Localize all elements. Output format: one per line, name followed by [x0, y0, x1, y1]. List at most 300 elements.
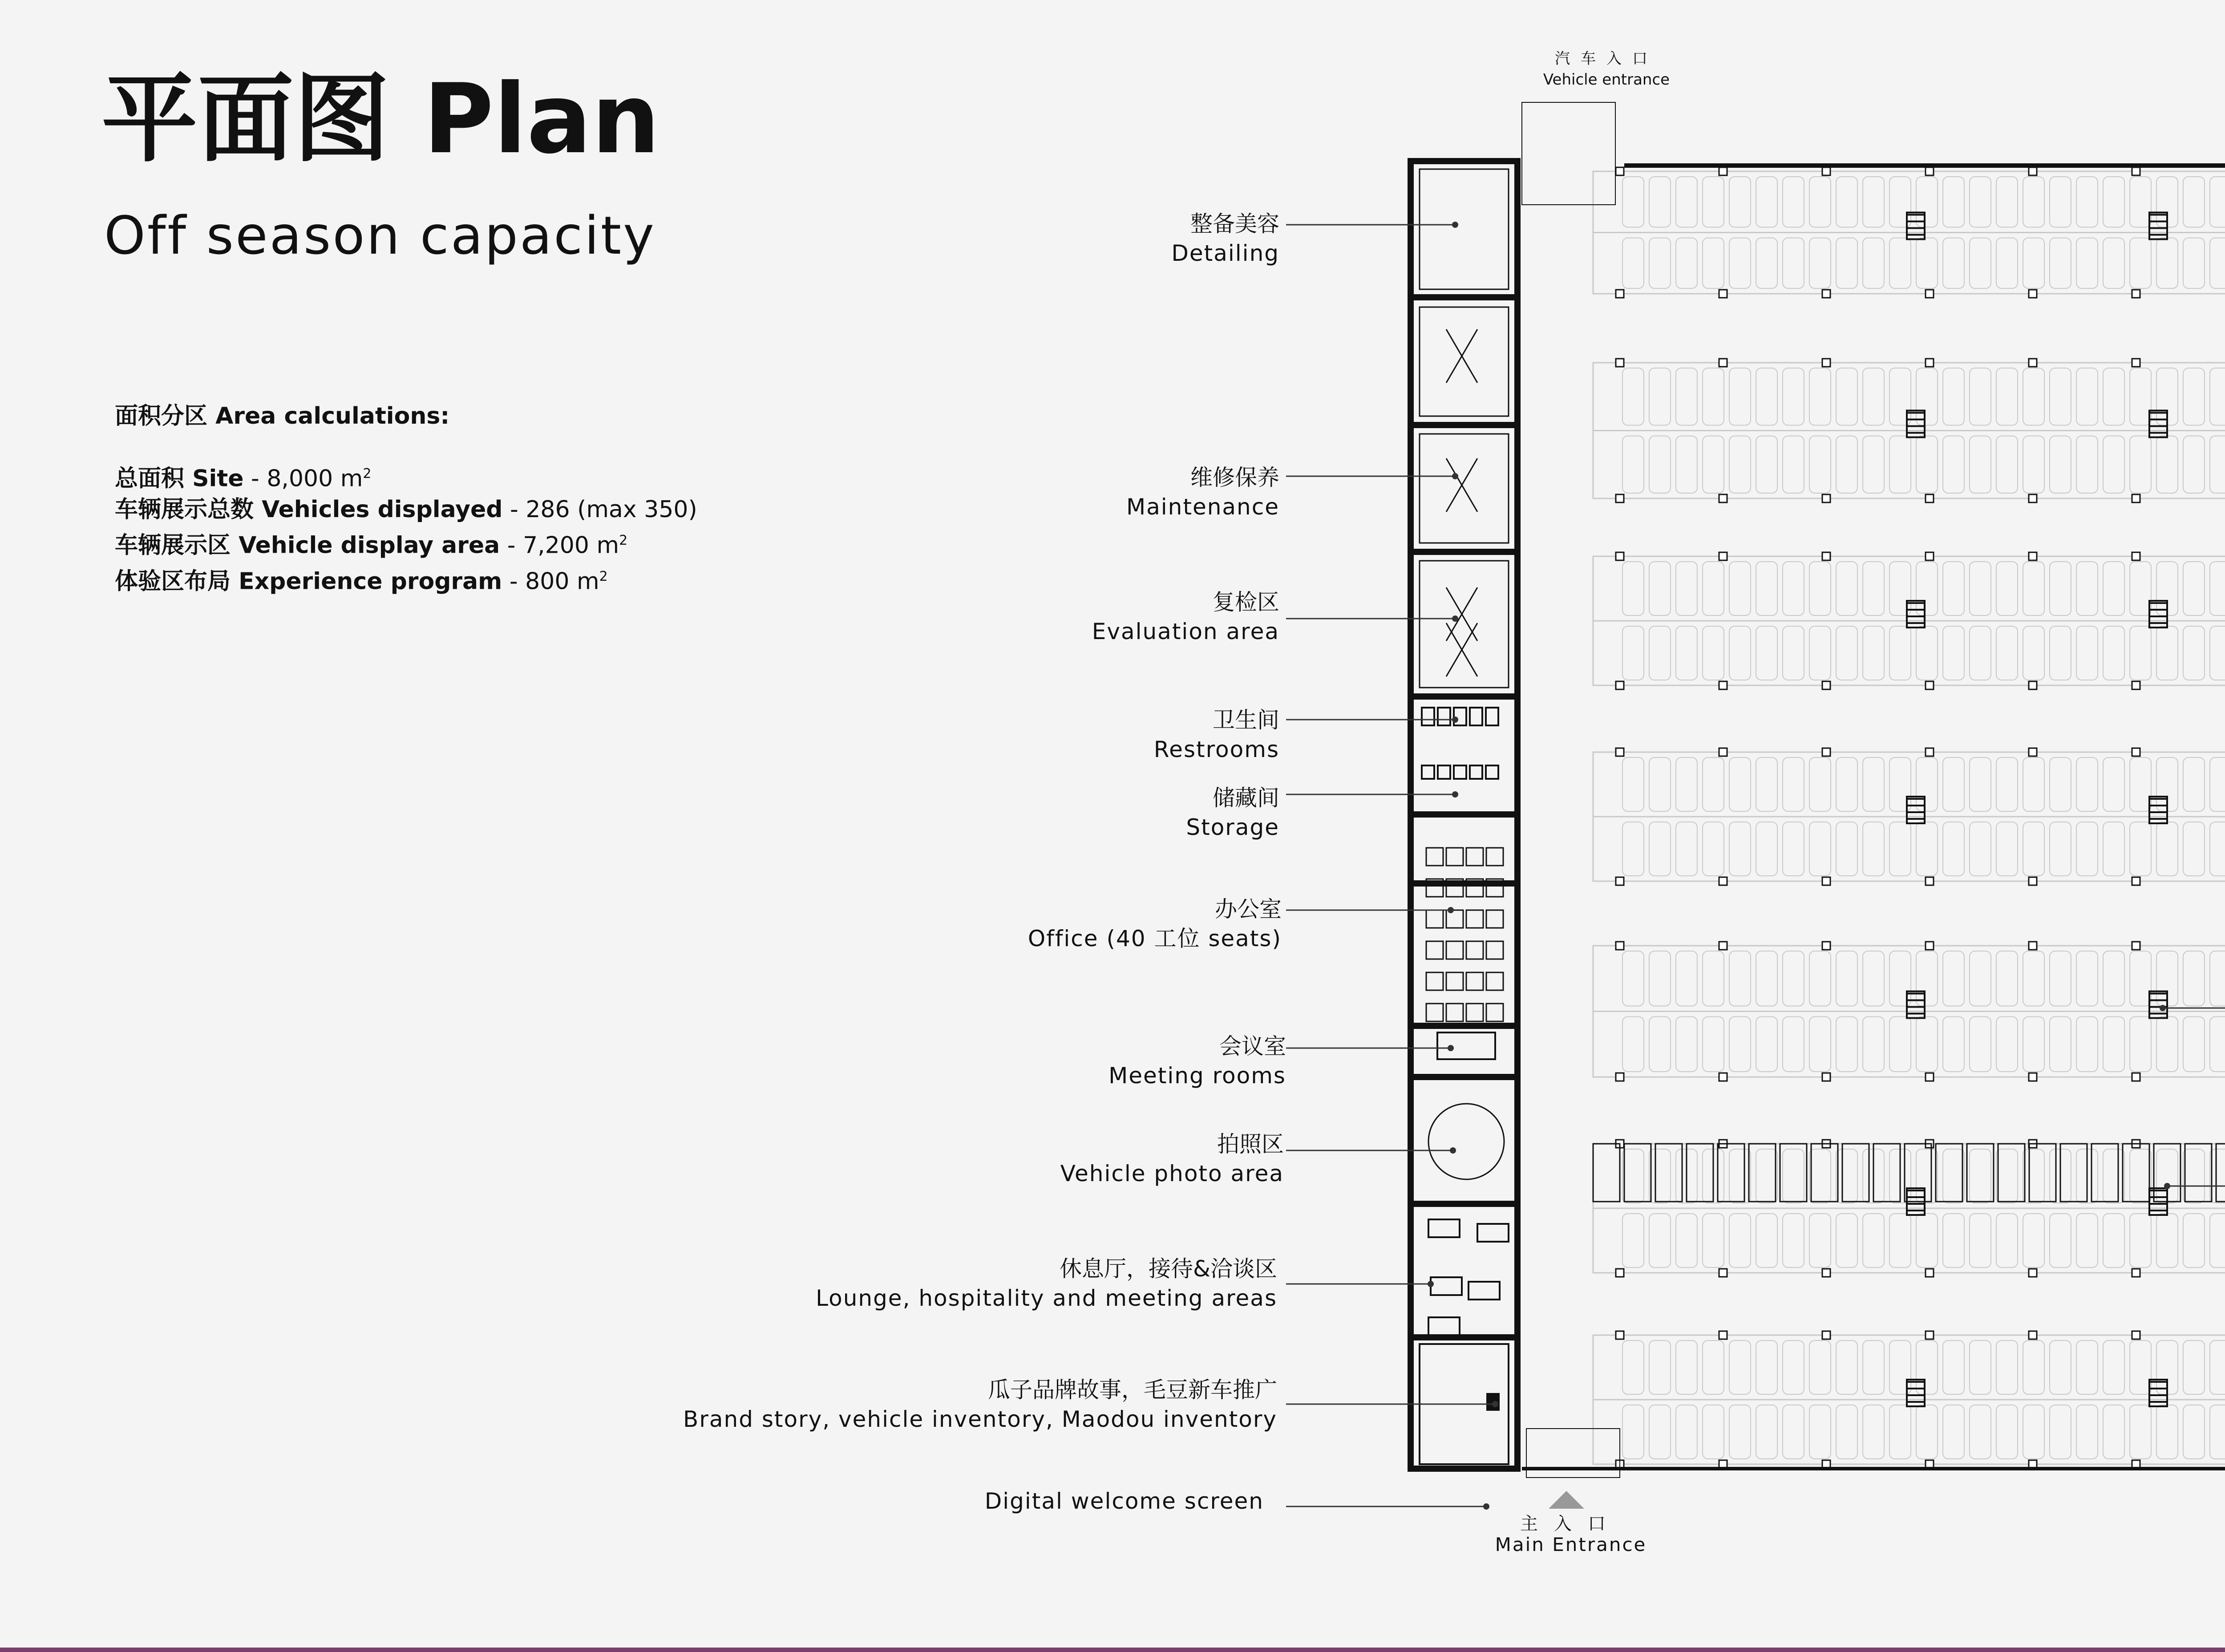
car-stall — [2130, 177, 2151, 227]
car-stall — [1756, 757, 1777, 811]
car-stall — [2183, 1017, 2205, 1072]
dashed-stall — [1967, 1144, 1994, 1202]
car-stall — [2050, 757, 2071, 811]
dashed-stall — [1624, 1144, 1651, 1202]
meeting-table — [1437, 1032, 1495, 1059]
welcome-screen — [1486, 1393, 1500, 1411]
car-stall — [1649, 1340, 1671, 1394]
car-stall — [2210, 1214, 2225, 1267]
car-stall — [2050, 1340, 2071, 1394]
column — [1719, 877, 1727, 885]
column — [1719, 1073, 1727, 1081]
car-stall — [2156, 1405, 2178, 1459]
page-subtitle: Off season capacity — [104, 205, 656, 266]
car-stall — [1703, 1017, 1724, 1072]
column — [1616, 494, 1624, 502]
column — [1926, 494, 1934, 502]
car-stall — [1649, 177, 1671, 227]
car-stall — [1943, 822, 1964, 876]
leader-dot — [1452, 615, 1458, 622]
dashed-stall — [1905, 1144, 1931, 1202]
car-stall — [2023, 822, 2044, 876]
car-stall — [1970, 436, 1991, 494]
car-stall — [1729, 562, 1751, 615]
car-stall — [1836, 177, 1857, 227]
column — [1719, 290, 1727, 298]
entrance-top-en: Vehicle entrance — [1543, 71, 1670, 89]
column — [2132, 359, 2140, 367]
car-stall — [1756, 822, 1777, 876]
column — [1719, 1269, 1727, 1277]
car-stall — [2023, 436, 2044, 494]
column — [1719, 681, 1727, 689]
car-stall — [2210, 368, 2225, 425]
car-stall — [1756, 177, 1777, 227]
car-stall — [1649, 1405, 1671, 1459]
car-stall — [2130, 1017, 2151, 1072]
car-stall — [2050, 177, 2071, 227]
car-stall — [1703, 562, 1724, 615]
column — [1822, 681, 1830, 689]
label-office — [1028, 895, 1282, 953]
car-stall — [1756, 238, 1777, 289]
office-desk — [1466, 941, 1483, 959]
column — [2029, 167, 2037, 175]
column — [1926, 1331, 1934, 1339]
label-detailing-zh: 整备美容 — [1190, 211, 1279, 237]
column — [1822, 494, 1830, 502]
car-stall — [1729, 238, 1751, 289]
column — [2029, 1073, 2037, 1081]
dashed-stall — [2029, 1144, 2056, 1202]
car-stall — [2130, 1214, 2151, 1267]
car-stall — [2103, 1149, 2124, 1203]
car-stall — [2210, 436, 2225, 494]
car-stall — [2130, 368, 2151, 425]
car-stall — [1809, 1214, 1831, 1267]
label-maintenance — [1126, 463, 1279, 522]
car-stall — [1996, 562, 2018, 615]
car-stall — [1863, 368, 1884, 425]
car-stall — [1676, 951, 1697, 1006]
leader-dot — [1448, 1045, 1454, 1051]
car-stall — [1649, 562, 1671, 615]
label-photo-area-zh: 拍照区 — [1217, 1131, 1284, 1157]
parking-bays — [1593, 167, 2225, 1468]
entrance-main — [1482, 1513, 1660, 1555]
car-stall — [1703, 1340, 1724, 1394]
column — [2132, 494, 2140, 502]
car-stall — [2103, 626, 2124, 680]
area-label: 总面积 Site — [115, 465, 244, 492]
car-stall — [2183, 757, 2205, 811]
lounge-furniture — [1468, 1282, 1500, 1300]
column — [2132, 1269, 2140, 1277]
car-stall — [2183, 177, 2205, 227]
car-stall — [1943, 951, 1964, 1006]
office-desk — [1446, 941, 1463, 959]
car-stall — [1783, 1405, 1804, 1459]
leader-dot — [1483, 1503, 1489, 1510]
car-stall — [2076, 822, 2098, 876]
dashed-stall — [2123, 1144, 2149, 1202]
label-welcome-screen-en: Digital welcome screen — [984, 1488, 1264, 1514]
car-stall — [1622, 1017, 1644, 1072]
car-stall — [1809, 436, 1831, 494]
column — [1926, 552, 1934, 560]
car-stall — [2130, 436, 2151, 494]
leader-dot — [1492, 1401, 1498, 1407]
car-stall — [1622, 368, 1644, 425]
car-stall — [2023, 1405, 2044, 1459]
car-stall — [1889, 436, 1911, 494]
car-stall — [1970, 1340, 1991, 1394]
column — [1719, 494, 1727, 502]
car-stall — [2156, 436, 2178, 494]
car-stall — [2130, 822, 2151, 876]
car-stall — [1996, 238, 2018, 289]
car-stall — [1649, 1017, 1671, 1072]
column — [2029, 748, 2037, 756]
car-stall — [2050, 1017, 2071, 1072]
column — [1822, 748, 1830, 756]
car-stall — [1916, 238, 1938, 289]
car-stall — [1649, 368, 1671, 425]
restroom-stall — [1422, 708, 1434, 725]
car-stall — [1676, 1340, 1697, 1394]
car-stall — [1622, 436, 1644, 494]
dashed-stall — [1655, 1144, 1682, 1202]
label-photo-area-en: Vehicle photo area — [1060, 1161, 1284, 1186]
label-meeting-rooms-en: Meeting rooms — [1108, 1063, 1286, 1089]
car-stall — [2023, 1340, 2044, 1394]
label-lounge-zh: 休息厅，接待&洽谈区 — [1060, 1256, 1277, 1282]
car-stall — [1970, 1017, 1991, 1072]
car-stall — [1622, 1340, 1644, 1394]
car-stall — [1703, 368, 1724, 425]
lounge-furniture — [1477, 1224, 1509, 1242]
car-stall — [1783, 951, 1804, 1006]
car-stall — [1996, 626, 2018, 680]
car-stall — [1943, 1340, 1964, 1394]
dashed-stall — [2092, 1144, 2118, 1202]
car-stall — [1863, 1214, 1884, 1267]
car-stall — [2103, 238, 2124, 289]
lounge-furniture — [1428, 1317, 1460, 1335]
column — [2132, 877, 2140, 885]
car-stall — [2076, 177, 2098, 227]
car-stall — [1863, 238, 1884, 289]
area-value: - 800 m — [502, 567, 599, 595]
car-stall — [1783, 1149, 1804, 1203]
car-stall — [1863, 436, 1884, 494]
car-stall — [1676, 177, 1697, 227]
label-restrooms-zh: 卫生间 — [1213, 707, 1279, 733]
car-stall — [2156, 1214, 2178, 1267]
column — [2132, 681, 2140, 689]
car-stall — [1943, 757, 1964, 811]
restroom-stall — [1470, 708, 1482, 725]
car-stall — [1943, 1017, 1964, 1072]
car-stall — [1649, 626, 1671, 680]
car-stall — [2103, 1340, 2124, 1394]
car-stall — [1676, 1017, 1697, 1072]
car-stall — [2183, 1149, 2205, 1203]
car-stall — [1836, 822, 1857, 876]
car-stall — [1970, 238, 1991, 289]
car-stall — [1676, 757, 1697, 811]
car-stall — [1943, 1149, 1964, 1203]
column — [1926, 1269, 1934, 1277]
room-inner — [1420, 169, 1509, 289]
car-stall — [2103, 1214, 2124, 1267]
column — [1616, 1073, 1624, 1081]
car-stall — [1996, 1214, 2018, 1267]
photo-turntable — [1428, 1104, 1504, 1179]
area-unit-sup: 2 — [619, 533, 628, 549]
car-stall — [1916, 1214, 1938, 1267]
car-stall — [1649, 238, 1671, 289]
car-stall — [2076, 1017, 2098, 1072]
car-stall — [2050, 1214, 2071, 1267]
column — [2029, 681, 2037, 689]
car-stall — [1863, 1405, 1884, 1459]
label-brand-story-zh: 瓜子品牌故事，毛豆新车推广 — [988, 1377, 1277, 1403]
column — [2029, 1331, 2037, 1339]
car-stall — [1863, 626, 1884, 680]
column — [2029, 552, 2037, 560]
column — [2132, 552, 2140, 560]
column — [1719, 552, 1727, 560]
car-stall — [2156, 626, 2178, 680]
office-desk — [1466, 972, 1483, 990]
car-stall — [1676, 238, 1697, 289]
car-stall — [1783, 436, 1804, 494]
car-stall — [2210, 951, 2225, 1006]
car-stall — [1916, 1340, 1938, 1394]
dashed-stall — [1593, 1144, 1620, 1202]
area-unit-sup: 2 — [363, 466, 372, 482]
car-stall — [1863, 177, 1884, 227]
car-stall — [2103, 177, 2124, 227]
car-stall — [1783, 1340, 1804, 1394]
column — [2132, 167, 2140, 175]
leader-dot — [1452, 791, 1458, 798]
car-stall — [1703, 1405, 1724, 1459]
car-stall — [1836, 1405, 1857, 1459]
entrance-top-opening — [1522, 102, 1615, 205]
car-stall — [1889, 626, 1911, 680]
car-stall — [1836, 368, 1857, 425]
column — [2029, 494, 2037, 502]
entrance-main-zh: 主入口 — [1520, 1514, 1622, 1534]
car-stall — [1622, 626, 1644, 680]
car-stall — [1729, 951, 1751, 1006]
car-stall — [1729, 1340, 1751, 1394]
car-stall — [2103, 368, 2124, 425]
car-stall — [1676, 562, 1697, 615]
car-stall — [1756, 1149, 1777, 1203]
car-stall — [1783, 562, 1804, 615]
car-stall — [1889, 822, 1911, 876]
car-stall — [1889, 238, 1911, 289]
label-restrooms — [1154, 705, 1279, 764]
car-stall — [2210, 562, 2225, 615]
label-meeting-rooms-zh: 会议室 — [1219, 1033, 1286, 1059]
column — [1926, 681, 1934, 689]
column — [1822, 1331, 1830, 1339]
office-desk — [1426, 848, 1443, 866]
office-desk — [1486, 1004, 1503, 1021]
car-stall — [2156, 822, 2178, 876]
car-stall — [2076, 951, 2098, 1006]
car-stall — [2103, 562, 2124, 615]
car-stall — [1836, 1149, 1857, 1203]
car-stall — [1756, 951, 1777, 1006]
car-stall — [1729, 368, 1751, 425]
car-stall — [2130, 1405, 2151, 1459]
column — [1822, 167, 1830, 175]
car-stall — [2183, 822, 2205, 876]
office-desk — [1426, 972, 1443, 990]
column — [2029, 1269, 2037, 1277]
car-stall — [1889, 1405, 1911, 1459]
car-stall — [2130, 562, 2151, 615]
car-stall — [1916, 562, 1938, 615]
column — [2132, 1073, 2140, 1081]
column — [1926, 877, 1934, 885]
area-label: 车辆展示总数 Vehicles displayed — [115, 496, 503, 523]
restroom-stall — [1438, 765, 1450, 779]
car-stall — [1943, 1405, 1964, 1459]
car-stall — [1729, 1405, 1751, 1459]
car-stall — [1703, 436, 1724, 494]
column — [1719, 359, 1727, 367]
car-stall — [1863, 562, 1884, 615]
car-stall — [1970, 822, 1991, 876]
label-welcome-screen — [985, 1486, 1264, 1516]
car-stall — [1729, 822, 1751, 876]
car-stall — [1756, 368, 1777, 425]
dashed-stall — [2216, 1144, 2225, 1202]
car-stall — [2076, 757, 2098, 811]
car-stall — [1916, 822, 1938, 876]
car-stall — [2023, 177, 2044, 227]
lounge-furniture — [1431, 1277, 1462, 1295]
column — [1822, 1269, 1830, 1277]
leader-dot — [1452, 717, 1458, 723]
car-stall — [2210, 757, 2225, 811]
car-stall — [1809, 1149, 1831, 1203]
column — [2132, 748, 2140, 756]
car-stall — [2183, 238, 2205, 289]
car-stall — [1809, 368, 1831, 425]
car-stall — [1622, 757, 1644, 811]
column — [1822, 1073, 1830, 1081]
column — [1926, 167, 1934, 175]
entrance-arrow — [1549, 1491, 1584, 1509]
label-evaluation — [1092, 587, 1279, 646]
label-storage — [1186, 783, 1279, 842]
car-stall — [2050, 822, 2071, 876]
car-stall — [2210, 177, 2225, 227]
label-evaluation-en: Evaluation area — [1092, 619, 1279, 644]
car-stall — [2183, 626, 2205, 680]
column — [1926, 942, 1934, 950]
office-desk — [1446, 910, 1463, 928]
car-stall — [2210, 1017, 2225, 1072]
office-desk — [1426, 910, 1443, 928]
restroom-stall — [1454, 708, 1466, 725]
car-stall — [2023, 368, 2044, 425]
office-desk — [1466, 1004, 1483, 1021]
car-stall — [2210, 1405, 2225, 1459]
leader-dot — [1450, 1147, 1456, 1154]
area-label: 车辆展示区 Vehicle display area — [115, 532, 500, 559]
car-stall — [1996, 1149, 2018, 1203]
column — [1822, 942, 1830, 950]
dashed-stall — [1811, 1144, 1838, 1202]
car-stall — [2103, 822, 2124, 876]
office-desk — [1446, 848, 1463, 866]
car-stall — [2076, 238, 2098, 289]
car-stall — [2023, 951, 2044, 1006]
entrance-top — [1522, 48, 1691, 90]
leader-dot — [1452, 222, 1458, 228]
car-stall — [2023, 1214, 2044, 1267]
car-stall — [1970, 368, 1991, 425]
leader-dot — [1428, 1281, 1434, 1287]
office-desk — [1446, 1004, 1463, 1021]
car-stall — [1783, 626, 1804, 680]
column — [2029, 877, 2037, 885]
car-stall — [1943, 1214, 1964, 1267]
room-inner — [1420, 561, 1509, 688]
car-stall — [2183, 368, 2205, 425]
car-stall — [2076, 1214, 2098, 1267]
car-stall — [2050, 626, 2071, 680]
car-stall — [1703, 1214, 1724, 1267]
car-stall — [1863, 822, 1884, 876]
dashed-stall — [1842, 1144, 1869, 1202]
car-stall — [1649, 951, 1671, 1006]
office-desk — [1486, 910, 1503, 928]
car-stall — [1756, 626, 1777, 680]
car-stall — [1729, 757, 1751, 811]
car-stall — [1649, 822, 1671, 876]
car-stall — [2050, 562, 2071, 615]
car-stall — [1970, 757, 1991, 811]
car-stall — [1943, 238, 1964, 289]
car-stall — [2076, 562, 2098, 615]
column — [1926, 359, 1934, 367]
label-lounge — [816, 1254, 1277, 1313]
car-stall — [1809, 177, 1831, 227]
entrance-top-zh: 汽车入口 — [1555, 50, 1658, 68]
column — [1616, 942, 1624, 950]
car-stall — [1783, 757, 1804, 811]
office-desk — [1486, 972, 1503, 990]
car-stall — [2023, 757, 2044, 811]
car-stall — [1970, 1149, 1991, 1203]
area-value: - 286 (max 350) — [502, 496, 697, 523]
car-stall — [2023, 562, 2044, 615]
car-stall — [1703, 626, 1724, 680]
restroom-stall — [1438, 708, 1450, 725]
label-restrooms-en: Restrooms — [1153, 737, 1279, 762]
car-stall — [1676, 1214, 1697, 1267]
car-stall — [1649, 1214, 1671, 1267]
